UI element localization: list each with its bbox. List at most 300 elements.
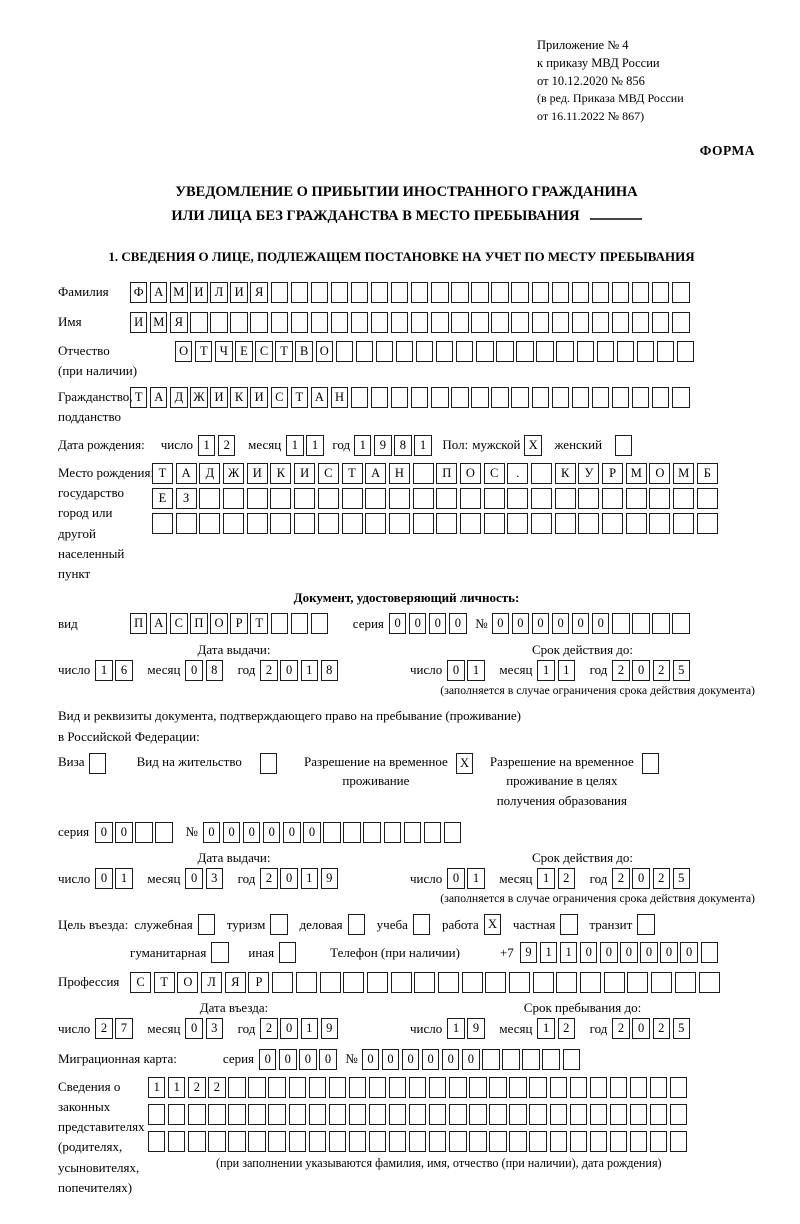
char-cell[interactable]: 9: [321, 868, 338, 889]
char-cell[interactable]: А: [311, 387, 328, 408]
char-cell[interactable]: 0: [492, 613, 509, 634]
char-cell[interactable]: [431, 387, 448, 408]
char-cell[interactable]: [650, 1104, 667, 1125]
char-cell[interactable]: [389, 1077, 406, 1098]
char-cell[interactable]: 0: [259, 1049, 276, 1070]
char-cell[interactable]: 1: [286, 435, 303, 456]
char-cell[interactable]: К: [230, 387, 247, 408]
char-cell[interactable]: И: [247, 463, 268, 484]
char-cell[interactable]: [199, 488, 220, 509]
char-cell[interactable]: [367, 972, 388, 993]
char-cell[interactable]: [331, 282, 348, 303]
char-cell[interactable]: П: [436, 463, 457, 484]
char-cell[interactable]: [556, 972, 577, 993]
char-cell[interactable]: [369, 1104, 386, 1125]
char-cell[interactable]: [228, 1131, 245, 1152]
char-cell[interactable]: [318, 488, 339, 509]
char-cell[interactable]: [270, 914, 287, 935]
char-cell[interactable]: И: [130, 312, 147, 333]
char-cell[interactable]: И: [250, 387, 267, 408]
char-cell[interactable]: [363, 822, 380, 843]
char-cell[interactable]: [578, 513, 599, 534]
char-cell[interactable]: [268, 1104, 285, 1125]
char-cell[interactable]: [699, 972, 720, 993]
char-cell[interactable]: [451, 387, 468, 408]
char-cell[interactable]: 1: [95, 660, 112, 681]
char-cell[interactable]: Я: [225, 972, 246, 993]
char-cell[interactable]: С: [130, 972, 151, 993]
char-cell[interactable]: П: [130, 613, 147, 634]
char-cell[interactable]: [657, 341, 674, 362]
char-cell[interactable]: 0: [532, 613, 549, 634]
char-cell[interactable]: [489, 1077, 506, 1098]
char-cell[interactable]: [572, 312, 589, 333]
char-cell[interactable]: [424, 822, 441, 843]
char-cell[interactable]: Т: [130, 387, 147, 408]
char-cell[interactable]: 1: [115, 868, 132, 889]
char-cell[interactable]: [672, 613, 689, 634]
char-cell[interactable]: [509, 1077, 526, 1098]
char-cell[interactable]: [642, 753, 659, 774]
char-cell[interactable]: [578, 488, 599, 509]
char-cell[interactable]: [176, 513, 197, 534]
char-cell[interactable]: 0: [389, 613, 406, 634]
char-cell[interactable]: [291, 282, 308, 303]
char-cell[interactable]: [563, 1049, 580, 1070]
char-cell[interactable]: [320, 972, 341, 993]
char-cell[interactable]: [376, 341, 393, 362]
char-cell[interactable]: [652, 312, 669, 333]
char-cell[interactable]: 1: [301, 660, 318, 681]
char-cell[interactable]: [612, 282, 629, 303]
char-cell[interactable]: 0: [640, 942, 657, 963]
char-cell[interactable]: [701, 942, 718, 963]
char-cell[interactable]: [675, 972, 696, 993]
char-cell[interactable]: [630, 1104, 647, 1125]
char-cell[interactable]: [489, 1104, 506, 1125]
char-cell[interactable]: [431, 312, 448, 333]
char-cell[interactable]: [531, 488, 552, 509]
char-cell[interactable]: [516, 341, 533, 362]
char-cell[interactable]: [389, 488, 410, 509]
char-cell[interactable]: [296, 972, 317, 993]
char-cell[interactable]: [491, 282, 508, 303]
char-cell[interactable]: И: [294, 463, 315, 484]
char-cell[interactable]: [389, 513, 410, 534]
char-cell[interactable]: [329, 1104, 346, 1125]
char-cell[interactable]: Ф: [130, 282, 147, 303]
char-cell[interactable]: [532, 312, 549, 333]
char-cell[interactable]: [485, 972, 506, 993]
char-cell[interactable]: 1: [537, 868, 554, 889]
char-cell[interactable]: [436, 488, 457, 509]
char-cell[interactable]: [652, 282, 669, 303]
char-cell[interactable]: [552, 312, 569, 333]
char-cell[interactable]: [531, 513, 552, 534]
char-cell[interactable]: [602, 488, 623, 509]
char-cell[interactable]: [489, 1131, 506, 1152]
char-cell[interactable]: [673, 488, 694, 509]
char-cell[interactable]: 1: [558, 660, 575, 681]
char-cell[interactable]: Л: [210, 282, 227, 303]
char-cell[interactable]: [291, 312, 308, 333]
char-cell[interactable]: [413, 488, 434, 509]
char-cell[interactable]: Т: [195, 341, 212, 362]
char-cell[interactable]: 0: [299, 1049, 316, 1070]
char-cell[interactable]: [348, 914, 365, 935]
char-cell[interactable]: К: [555, 463, 576, 484]
char-cell[interactable]: [329, 1131, 346, 1152]
char-cell[interactable]: [270, 513, 291, 534]
char-cell[interactable]: [476, 341, 493, 362]
char-cell[interactable]: [590, 1131, 607, 1152]
char-cell[interactable]: К: [270, 463, 291, 484]
char-cell[interactable]: [626, 513, 647, 534]
char-cell[interactable]: [148, 1131, 165, 1152]
char-cell[interactable]: [429, 1077, 446, 1098]
char-cell[interactable]: [268, 1077, 285, 1098]
char-cell[interactable]: [507, 488, 528, 509]
char-cell[interactable]: [247, 488, 268, 509]
char-cell[interactable]: [484, 513, 505, 534]
char-cell[interactable]: [471, 282, 488, 303]
char-cell[interactable]: А: [150, 613, 167, 634]
char-cell[interactable]: [369, 1131, 386, 1152]
char-cell[interactable]: 2: [208, 1077, 225, 1098]
char-cell[interactable]: Т: [291, 387, 308, 408]
char-cell[interactable]: З: [176, 488, 197, 509]
char-cell[interactable]: [391, 387, 408, 408]
char-cell[interactable]: 2: [612, 1018, 629, 1039]
char-cell[interactable]: 0: [243, 822, 260, 843]
char-cell[interactable]: 1: [447, 1018, 464, 1039]
char-cell[interactable]: [409, 1104, 426, 1125]
char-cell[interactable]: [580, 972, 601, 993]
char-cell[interactable]: 0: [319, 1049, 336, 1070]
char-cell[interactable]: [650, 1131, 667, 1152]
char-cell[interactable]: 1: [540, 942, 557, 963]
char-cell[interactable]: [228, 1104, 245, 1125]
char-cell[interactable]: [329, 1077, 346, 1098]
char-cell[interactable]: [469, 1104, 486, 1125]
char-cell[interactable]: [670, 1131, 687, 1152]
char-cell[interactable]: [531, 463, 552, 484]
char-cell[interactable]: [471, 387, 488, 408]
char-cell[interactable]: [604, 972, 625, 993]
char-cell[interactable]: [572, 387, 589, 408]
char-cell[interactable]: [496, 341, 513, 362]
char-cell[interactable]: И: [230, 282, 247, 303]
char-cell[interactable]: 5: [673, 1018, 690, 1039]
char-cell[interactable]: [436, 341, 453, 362]
char-cell[interactable]: 0: [429, 613, 446, 634]
char-cell[interactable]: [414, 972, 435, 993]
char-cell[interactable]: [650, 1077, 667, 1098]
char-cell[interactable]: И: [190, 282, 207, 303]
char-cell[interactable]: 6: [115, 660, 132, 681]
char-cell[interactable]: [349, 1131, 366, 1152]
char-cell[interactable]: 2: [558, 868, 575, 889]
char-cell[interactable]: 0: [263, 822, 280, 843]
char-cell[interactable]: Ж: [223, 463, 244, 484]
char-cell[interactable]: [502, 1049, 519, 1070]
char-cell[interactable]: [413, 463, 434, 484]
char-cell[interactable]: 1: [414, 435, 431, 456]
char-cell[interactable]: [436, 513, 457, 534]
char-cell[interactable]: [336, 341, 353, 362]
char-cell[interactable]: 0: [303, 822, 320, 843]
char-cell[interactable]: [343, 822, 360, 843]
char-cell[interactable]: Я: [170, 312, 187, 333]
char-cell[interactable]: О: [649, 463, 670, 484]
char-cell[interactable]: [309, 1104, 326, 1125]
char-cell[interactable]: Р: [230, 613, 247, 634]
char-cell[interactable]: 2: [653, 868, 670, 889]
char-cell[interactable]: [529, 1131, 546, 1152]
char-cell[interactable]: [612, 387, 629, 408]
char-cell[interactable]: Ч: [215, 341, 232, 362]
char-cell[interactable]: [511, 312, 528, 333]
char-cell[interactable]: С: [271, 387, 288, 408]
char-cell[interactable]: [416, 341, 433, 362]
char-cell[interactable]: В: [295, 341, 312, 362]
char-cell[interactable]: [533, 972, 554, 993]
char-cell[interactable]: [294, 488, 315, 509]
char-cell[interactable]: [211, 942, 228, 963]
char-cell[interactable]: Т: [154, 972, 175, 993]
char-cell[interactable]: [230, 312, 247, 333]
char-cell[interactable]: [630, 1131, 647, 1152]
char-cell[interactable]: [271, 312, 288, 333]
char-cell[interactable]: [188, 1104, 205, 1125]
char-cell[interactable]: 0: [115, 822, 132, 843]
char-cell[interactable]: 0: [462, 1049, 479, 1070]
char-cell[interactable]: 8: [321, 660, 338, 681]
char-cell[interactable]: [391, 282, 408, 303]
char-cell[interactable]: [309, 1077, 326, 1098]
char-cell[interactable]: С: [318, 463, 339, 484]
char-cell[interactable]: 0: [223, 822, 240, 843]
char-cell[interactable]: [627, 972, 648, 993]
char-cell[interactable]: 0: [580, 942, 597, 963]
char-cell[interactable]: 0: [185, 868, 202, 889]
char-cell[interactable]: 0: [280, 660, 297, 681]
char-cell[interactable]: 1: [148, 1077, 165, 1098]
char-cell[interactable]: [555, 513, 576, 534]
char-cell[interactable]: С: [255, 341, 272, 362]
char-cell[interactable]: [289, 1077, 306, 1098]
char-cell[interactable]: 0: [680, 942, 697, 963]
char-cell[interactable]: [155, 822, 172, 843]
char-cell[interactable]: [542, 1049, 559, 1070]
char-cell[interactable]: [560, 914, 577, 935]
char-cell[interactable]: [323, 822, 340, 843]
char-cell[interactable]: [577, 341, 594, 362]
char-cell[interactable]: 0: [283, 822, 300, 843]
char-cell[interactable]: 2: [653, 1018, 670, 1039]
char-cell[interactable]: 0: [280, 1018, 297, 1039]
char-cell[interactable]: [210, 312, 227, 333]
char-cell[interactable]: 0: [449, 613, 466, 634]
char-cell[interactable]: 1: [537, 660, 554, 681]
char-cell[interactable]: 2: [612, 868, 629, 889]
char-cell[interactable]: Н: [331, 387, 348, 408]
char-cell[interactable]: [349, 1104, 366, 1125]
char-cell[interactable]: [612, 613, 629, 634]
char-cell[interactable]: [365, 488, 386, 509]
char-cell[interactable]: 0: [409, 613, 426, 634]
char-cell[interactable]: 0: [280, 868, 297, 889]
char-cell[interactable]: [451, 312, 468, 333]
char-cell[interactable]: [610, 1131, 627, 1152]
char-cell[interactable]: [592, 312, 609, 333]
char-cell[interactable]: [677, 341, 694, 362]
char-cell[interactable]: Б: [697, 463, 718, 484]
char-cell[interactable]: [444, 822, 461, 843]
char-cell[interactable]: 8: [394, 435, 411, 456]
char-cell[interactable]: [509, 972, 530, 993]
char-cell[interactable]: [369, 1077, 386, 1098]
char-cell[interactable]: [652, 613, 669, 634]
char-cell[interactable]: [429, 1104, 446, 1125]
char-cell[interactable]: [208, 1104, 225, 1125]
char-cell[interactable]: [356, 341, 373, 362]
char-cell[interactable]: 3: [206, 868, 223, 889]
char-cell[interactable]: [411, 387, 428, 408]
char-cell[interactable]: [342, 488, 363, 509]
char-cell[interactable]: [550, 1077, 567, 1098]
char-cell[interactable]: [460, 513, 481, 534]
char-cell[interactable]: Н: [389, 463, 410, 484]
char-cell[interactable]: 0: [592, 613, 609, 634]
char-cell[interactable]: [351, 312, 368, 333]
char-cell[interactable]: [630, 1077, 647, 1098]
char-cell[interactable]: [652, 387, 669, 408]
char-cell[interactable]: [610, 1104, 627, 1125]
char-cell[interactable]: [632, 613, 649, 634]
char-cell[interactable]: .: [507, 463, 528, 484]
char-cell[interactable]: 0: [512, 613, 529, 634]
char-cell[interactable]: 1: [301, 1018, 318, 1039]
char-cell[interactable]: [247, 513, 268, 534]
char-cell[interactable]: И: [210, 387, 227, 408]
char-cell[interactable]: О: [210, 613, 227, 634]
char-cell[interactable]: [570, 1077, 587, 1098]
char-cell[interactable]: М: [170, 282, 187, 303]
char-cell[interactable]: 0: [600, 942, 617, 963]
char-cell[interactable]: [672, 387, 689, 408]
char-cell[interactable]: [351, 282, 368, 303]
char-cell[interactable]: [343, 972, 364, 993]
char-cell[interactable]: [135, 822, 152, 843]
char-cell[interactable]: [511, 387, 528, 408]
char-cell[interactable]: [228, 1077, 245, 1098]
char-cell[interactable]: У: [578, 463, 599, 484]
char-cell[interactable]: 9: [321, 1018, 338, 1039]
char-cell[interactable]: [413, 914, 430, 935]
char-cell[interactable]: [199, 513, 220, 534]
char-cell[interactable]: 0: [632, 660, 649, 681]
char-cell[interactable]: [389, 1131, 406, 1152]
char-cell[interactable]: 3: [206, 1018, 223, 1039]
char-cell[interactable]: П: [190, 613, 207, 634]
char-cell[interactable]: [612, 312, 629, 333]
char-cell[interactable]: [632, 387, 649, 408]
char-cell[interactable]: 2: [95, 1018, 112, 1039]
char-cell[interactable]: 2: [218, 435, 235, 456]
char-cell[interactable]: [148, 1104, 165, 1125]
char-cell[interactable]: [188, 1131, 205, 1152]
char-cell[interactable]: М: [150, 312, 167, 333]
char-cell[interactable]: [248, 1131, 265, 1152]
char-cell[interactable]: [649, 513, 670, 534]
char-cell[interactable]: [272, 972, 293, 993]
char-cell[interactable]: 2: [260, 868, 277, 889]
char-cell[interactable]: [670, 1104, 687, 1125]
char-cell[interactable]: [270, 488, 291, 509]
char-cell[interactable]: Е: [235, 341, 252, 362]
char-cell[interactable]: [570, 1131, 587, 1152]
char-cell[interactable]: [670, 1077, 687, 1098]
char-cell[interactable]: 2: [612, 660, 629, 681]
char-cell[interactable]: [697, 488, 718, 509]
char-cell[interactable]: [597, 341, 614, 362]
char-cell[interactable]: [637, 341, 654, 362]
char-cell[interactable]: [509, 1104, 526, 1125]
char-cell[interactable]: 0: [632, 868, 649, 889]
char-cell[interactable]: 0: [660, 942, 677, 963]
char-cell[interactable]: 0: [185, 660, 202, 681]
char-cell[interactable]: Я: [250, 282, 267, 303]
char-cell[interactable]: М: [626, 463, 647, 484]
char-cell[interactable]: [384, 822, 401, 843]
char-cell[interactable]: [289, 1131, 306, 1152]
char-cell[interactable]: [409, 1131, 426, 1152]
char-cell[interactable]: О: [316, 341, 333, 362]
char-cell[interactable]: [602, 513, 623, 534]
char-cell[interactable]: [318, 513, 339, 534]
char-cell[interactable]: [460, 488, 481, 509]
char-cell[interactable]: О: [460, 463, 481, 484]
char-cell[interactable]: [294, 513, 315, 534]
char-cell[interactable]: [411, 312, 428, 333]
char-cell[interactable]: [431, 282, 448, 303]
char-cell[interactable]: [309, 1131, 326, 1152]
char-cell[interactable]: Л: [201, 972, 222, 993]
char-cell[interactable]: 1: [537, 1018, 554, 1039]
char-cell[interactable]: 0: [382, 1049, 399, 1070]
char-cell[interactable]: [673, 513, 694, 534]
char-cell[interactable]: [391, 972, 412, 993]
char-cell[interactable]: [550, 1131, 567, 1152]
char-cell[interactable]: 2: [653, 660, 670, 681]
char-cell[interactable]: А: [365, 463, 386, 484]
char-cell[interactable]: [451, 282, 468, 303]
char-cell[interactable]: 2: [558, 1018, 575, 1039]
char-cell[interactable]: Д: [170, 387, 187, 408]
char-cell[interactable]: 0: [620, 942, 637, 963]
char-cell[interactable]: [550, 1104, 567, 1125]
char-cell[interactable]: [429, 1131, 446, 1152]
char-cell[interactable]: [509, 1131, 526, 1152]
char-cell[interactable]: 0: [572, 613, 589, 634]
char-cell[interactable]: [672, 312, 689, 333]
char-cell[interactable]: [190, 312, 207, 333]
char-cell[interactable]: [198, 914, 215, 935]
char-cell[interactable]: [371, 312, 388, 333]
char-cell[interactable]: Е: [152, 488, 173, 509]
char-cell[interactable]: [389, 1104, 406, 1125]
